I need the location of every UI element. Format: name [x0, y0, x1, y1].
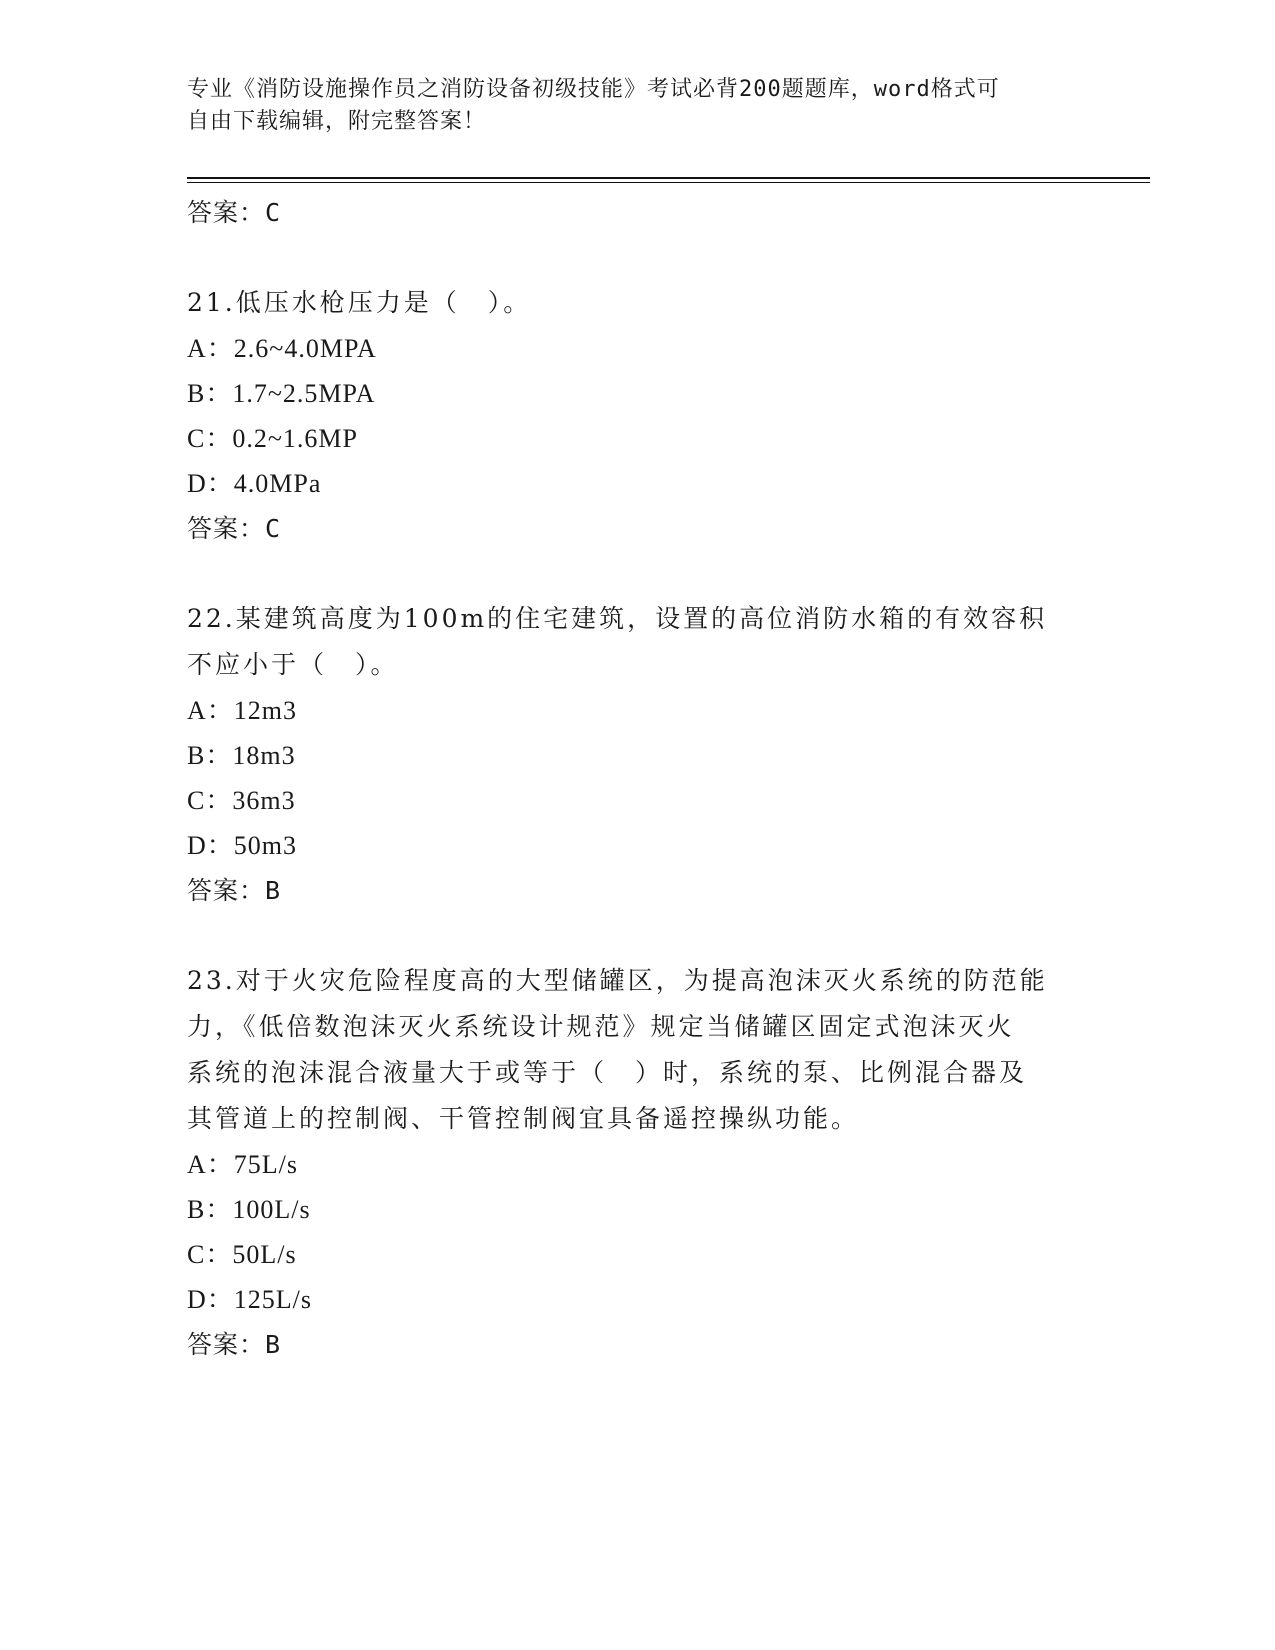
spacer [187, 552, 1087, 596]
answer-line [187, 1322, 1087, 1368]
answer-line [187, 190, 1087, 236]
question-text: 系统的泡沫混合液量大于或等于（ ）时，系统的泵、比例混合器及 [187, 1058, 1028, 1087]
question-text: 其管道上的控制阀、干管控制阀宜具备遥控操纵功能。 [187, 1104, 860, 1133]
answer-label: 答案： [187, 1330, 266, 1359]
answer-value: C [265, 514, 282, 543]
question-text: 力，《低倍数泡沫灭火系统设计规范》规定当储罐区固定式泡沫灭火 [187, 1012, 1015, 1041]
option-d: D：50m3 [187, 831, 298, 860]
answer-value: B [265, 876, 282, 905]
option-d: D：4.0MPa [187, 469, 322, 498]
spacer [187, 914, 1087, 958]
question-text: 23.对于火灾危险程度高的大型储罐区，为提高泡沫灭火系统的防范能 [187, 966, 1048, 995]
answer-line [187, 506, 1087, 552]
option-a: A：2.6~4.0MPA [187, 334, 377, 363]
question-text: 21.低压水枪压力是（ ）。 [187, 288, 532, 317]
option-c: C：50L/s [187, 1240, 297, 1269]
answer-line [187, 868, 1087, 914]
option-b: B：18m3 [187, 741, 296, 770]
answer-label: 答案： [187, 876, 266, 905]
header-line-2: 自由下载编辑，附完整答案！ [187, 109, 487, 134]
option-b: B：1.7~2.5MPA [187, 379, 376, 408]
question-text: 22.某建筑高度为100m的住宅建筑，设置的高位消防水箱的有效容积 [187, 604, 1048, 633]
option-b: B：100L/s [187, 1195, 311, 1224]
answer-value: B [265, 1330, 282, 1359]
header-rule-thin [187, 182, 1150, 183]
answer-label: 答案： [187, 514, 266, 543]
document-body [187, 190, 1087, 1368]
header-line-1: 专业《消防设施操作员之消防设备初级技能》考试必背200题题库，word格式可 [187, 77, 1000, 102]
option-a: A：75L/s [187, 1150, 299, 1179]
document-header [187, 74, 1067, 138]
spacer [187, 236, 1087, 280]
option-c: C：0.2~1.6MP [187, 424, 358, 453]
answer-label: 答案： [187, 198, 266, 227]
option-a: A：12m3 [187, 696, 298, 725]
header-rule-thick [187, 177, 1150, 179]
answer-value: C [265, 198, 282, 227]
question-block [187, 596, 1087, 914]
option-d: D：125L/s [187, 1285, 313, 1314]
question-block [187, 958, 1087, 1368]
option-c: C：36m3 [187, 786, 296, 815]
question-text: 不应小于（ ）。 [187, 650, 399, 679]
question-block [187, 280, 1087, 552]
